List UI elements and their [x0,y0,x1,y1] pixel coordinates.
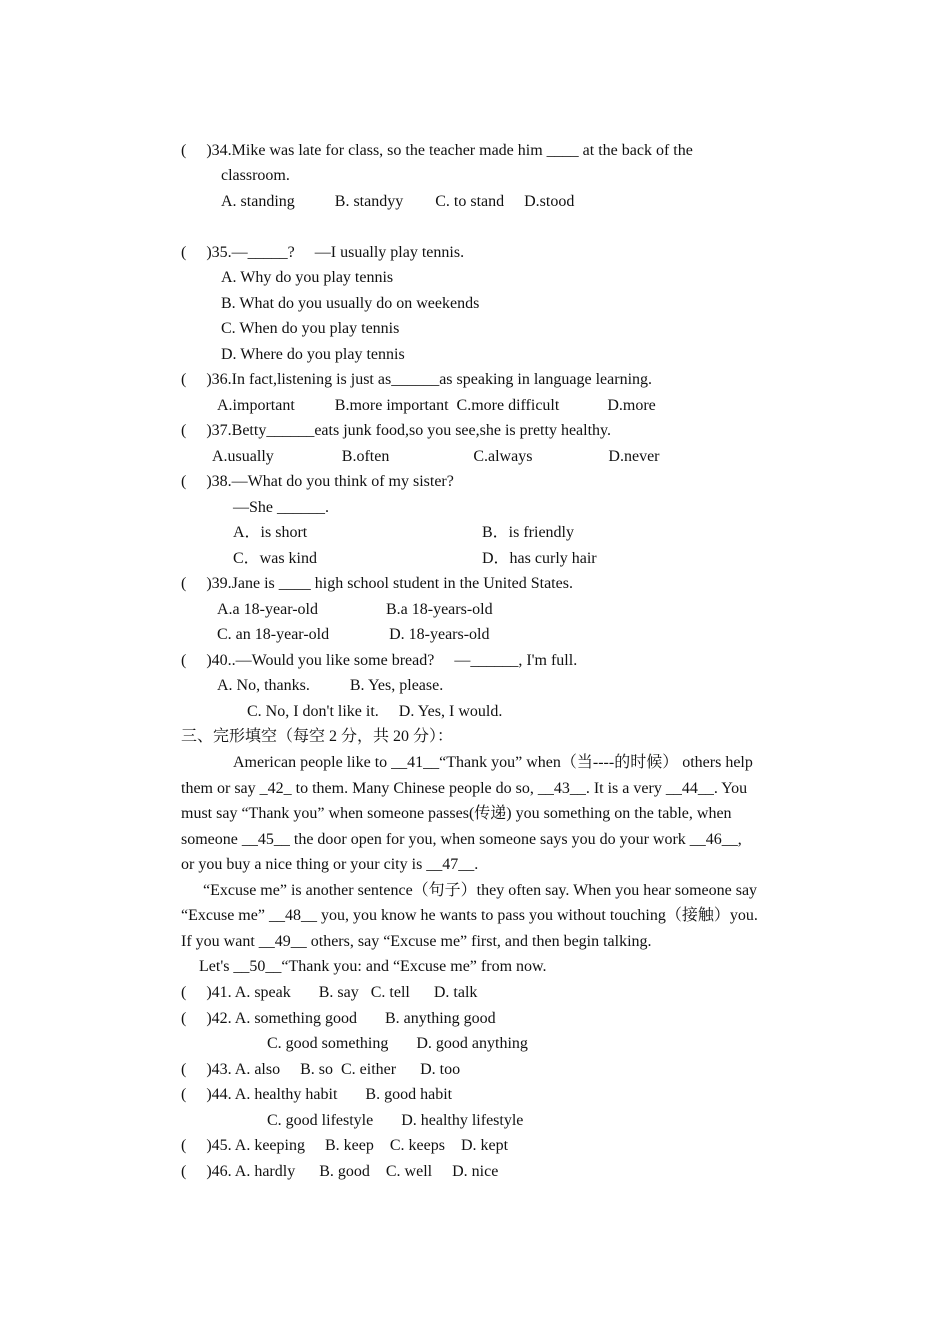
q46: ( )46. A. hardly B. good C. well D. nice [181,1163,499,1180]
passage-line: “Excuse me” is another sentence（句子）they often say. When you hear someone say [203,882,758,899]
q35-option-d: D. Where do you play tennis [221,346,405,363]
q36-options: A.important B.more important C.more difficult D.more [217,397,656,414]
q38-option-b: B．is friendly [482,524,574,541]
passage-line: If you want __49__ others, say “Excuse me” first, and then begin talking. [181,933,652,950]
q38-option-a: A．is short [233,524,308,541]
q45: ( )45. A. keeping B. keep C. keeps D. kept [181,1137,509,1154]
q34-options: A. standing B. standyy C. to stand D.stood [221,193,575,210]
q39-options-cd: C. an 18-year-old D. 18-years-old [217,626,490,643]
passage-line: American people like to __41__“Thank you” when（当----的时候） others help [233,754,753,771]
q34-stem: ( )34.Mike was late for class, so the teacher made him ____ at the back of the [181,142,693,159]
q36-stem: ( )36.In fact,listening is just as______as speaking in language learning. [181,371,653,388]
passage-line: them or say _42_ to them. Many Chinese people do so, __43__. It is a very __44__. You [181,780,748,797]
passage-line: “Excuse me” __48__ you, you know he wants to pass you without touching（接触）you. [181,907,758,924]
q38-option-c: C．was kind [233,550,318,567]
q38-option-d: D．has curly hair [482,550,597,567]
q39-stem: ( )39.Jane is ____ high school student in the United States. [181,575,573,592]
passage-line: or you buy a nice thing or your city is __47__. [181,856,479,873]
q40-options-cd: C. No, I don't like it. D. Yes, I would. [247,703,503,720]
q35-option-c: C. When do you play tennis [221,320,400,337]
q39-options-ab: A.a 18-year-old B.a 18-years-old [217,601,493,618]
section-heading: 三、完形填空（每空 2 分，共 20 分）： [181,728,454,745]
q38-stem: ( )38.—What do you think of my sister? [181,473,454,490]
q44-stem: ( )44. A. healthy habit B. good habit [181,1086,453,1103]
passage-line: Let's __50__“Thank you: and “Excuse me” from now. [199,958,547,975]
q35-option-a: A. Why do you play tennis [221,269,394,286]
q41: ( )41. A. speak B. say C. tell D. talk [181,984,478,1001]
q34-stem-cont: classroom. [221,167,290,184]
q40-stem: ( )40..—Would you like some bread? —______, I'm full. [181,652,578,669]
q35-stem: ( )35.—_____? —I usually play tennis. [181,244,465,261]
q44-options-cd: C. good lifestyle D. healthy lifestyle [267,1112,524,1129]
q37-stem: ( )37.Betty______eats junk food,so you see,she is pretty healthy. [181,422,611,439]
q35-option-b: B. What do you usually do on weekends [221,295,480,312]
q43: ( )43. A. also B. so C. either D. too [181,1061,461,1078]
passage-line: must say “Thank you” when someone passes(传递) you something on the table, when [181,805,732,822]
q37-options: A.usually B.often C.always D.never [212,448,660,465]
q42-stem: ( )42. A. something good B. anything good [181,1010,496,1027]
q40-options-ab: A. No, thanks. B. Yes, please. [217,677,444,694]
q42-options-cd: C. good something D. good anything [267,1035,528,1052]
q38-stem-cont: —She ______. [233,499,329,516]
passage-line: someone __45__ the door open for you, when someone says you do your work __46__, [181,831,742,848]
